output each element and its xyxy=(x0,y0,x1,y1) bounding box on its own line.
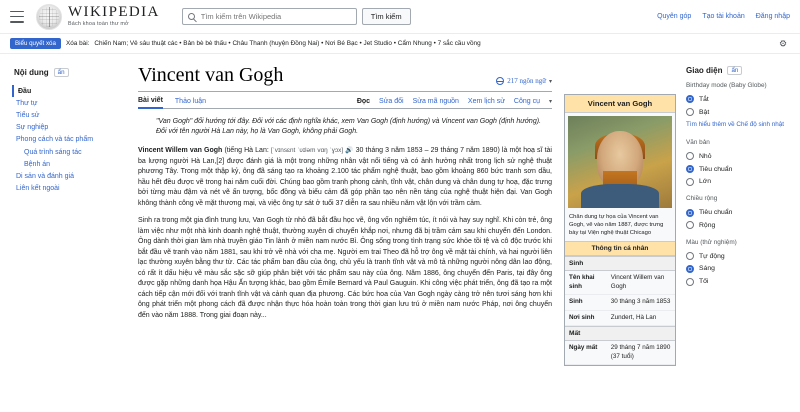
wordmark-title: WIKIPEDIA xyxy=(68,4,160,21)
deletion-notice-items[interactable]: Chiến Nam; Vẻ sâu thuật các • Bản bè bè thấu • Châu Thanh (huyện Đồng Nai) • Nơi Bé Bạc • Jet Studio • Cẩm Nhung • 7 sắc cầu vồng xyxy=(94,40,481,47)
toc-list xyxy=(14,85,120,195)
search-box[interactable] xyxy=(182,8,357,25)
infobox-section-birth: Sinh xyxy=(565,256,675,271)
width-option-standard[interactable] xyxy=(686,206,790,219)
infobox-row-death-date xyxy=(565,341,675,365)
toc-item-dau[interactable]: Đầu xyxy=(12,85,120,97)
appearance-group-label-color: Màu (thử nghiệm) xyxy=(686,238,737,246)
appearance-group-label-width: Chiều rộng xyxy=(686,195,718,203)
radio-icon[interactable] xyxy=(686,221,694,229)
learn-more-label: Tìm hiểu thêm về Chế độ sinh nhật xyxy=(686,120,785,128)
infobox-key: Sinh xyxy=(569,298,583,306)
infobox-value: Zundert, Hà Lan xyxy=(610,313,657,321)
lead-subject-name: Vincent Willem van Gogh xyxy=(138,147,223,155)
language-selector[interactable] xyxy=(496,77,552,85)
appearance-hide-button[interactable]: ẩn xyxy=(727,66,742,75)
infobox-row-birth-date xyxy=(565,295,675,311)
tab-history[interactable]: Xem lịch sử xyxy=(467,97,505,105)
hatnote-line-2: Đối với tên người Hà Lan này, họ là Van Gogh, không phải Gogh. xyxy=(156,128,359,136)
tab-talk[interactable]: Thảo luận xyxy=(174,97,207,105)
radio-icon[interactable] xyxy=(686,165,694,173)
toc-item-thu-tu[interactable]: Thư tự xyxy=(16,99,38,107)
create-account-link[interactable]: Tạo tài khoản xyxy=(702,13,745,20)
infobox-row-birth-name xyxy=(565,271,675,295)
toc-sidebar xyxy=(0,54,128,412)
appearance-header xyxy=(686,66,790,75)
tools-chevron-down-icon: ▾ xyxy=(548,98,552,105)
infobox-section-death: Mất xyxy=(565,326,675,341)
lead-paragraph-text: 30 tháng 3 năm 1853 – 29 tháng 7 năm 1890) là một hoạ sĩ tài ba lượng người Hà Lan,[2] được đánh giá là một trong những nhân vật nổi tiếng và có ảnh hưởng nhất trong lịch sử nghệ thuật phương Tây. Trong một thập kỷ, ông đã sáng tạo ra khoảng 2.100 tác phẩm nghệ thuật, bao gồm khoảng 860 bức tranh sơn dầu, hầu hết đều được vẽ trong hai năm cuối đời. Chúng bao gồm tranh phong cảnh, tĩnh vật, chân dung và chân dung tự hoạ, đặc trưng bởi từng màu đậm và nét vẽ ấn tượng, bốc đồng và biểu cảm đã góp phần tạo nên nền tảng của nghệ thuật hiện đại. Van Gogh không thành công về mặt thương mại, và việc ông tự sát ở tuổi 37 diễn ra sau nhiều năm vật lộn với trầm cảm. xyxy=(138,147,552,207)
tab-article[interactable]: Bài viết xyxy=(138,97,163,109)
color-option-light[interactable] xyxy=(686,263,790,276)
search-area xyxy=(182,8,411,25)
login-link[interactable]: Đăng nhập xyxy=(755,13,790,20)
text-size-option-large[interactable] xyxy=(686,175,790,188)
toc-item-tieu-su[interactable]: Tiểu sử xyxy=(16,111,40,119)
language-globe-icon xyxy=(496,77,504,85)
toc-item-su-nghiep[interactable]: Sự nghiệp xyxy=(16,124,49,132)
option-label: Sáng xyxy=(699,265,715,273)
infobox xyxy=(564,94,676,366)
toc-title: Nội dung xyxy=(14,68,49,77)
hatnote xyxy=(156,117,552,137)
lead-paragraph xyxy=(138,146,552,209)
birthday-mode-option-on[interactable] xyxy=(686,106,790,119)
deletion-notice-prefix: Xóa bài: xyxy=(65,40,90,47)
wikipedia-wordmark[interactable] xyxy=(68,5,160,27)
color-option-auto[interactable] xyxy=(686,250,790,263)
toc-item-qua-trinh-sang-tac[interactable]: Quá trình sáng tác xyxy=(24,148,82,156)
hatnote-line-1: "Van Gogh" đổi hướng tới đây. Đối với các định nghĩa khác, xem Van Gogh (định hướng) và Vincent van Gogh (định hướng). xyxy=(156,118,541,125)
radio-icon[interactable] xyxy=(686,252,694,260)
search-input[interactable] xyxy=(199,11,351,22)
chevron-down-icon: ▾ xyxy=(548,78,552,85)
text-size-option-small[interactable] xyxy=(686,150,790,163)
body-paragraph-2: Sinh ra trong một gia đình trung lưu, Van Gogh từ nhỏ đã bắt đầu học vẽ, ông vốn nghiêm túc, ít nói và hay suy nghĩ. Khi còn trẻ, ông làm việc như một nhà kinh doanh nghệ thuật, thường xuyên di chuyển khắp nơi, nhưng đã bị trầm cảm sau khi chuyển đến London. Ông dành thời gian làm nhà truyền giáo Tin lành ở miền nam nước Bỉ. Ông sống trong tình trạng sức khỏe tồi tệ và cô độc trước khi bắt đầu vẽ tranh vào năm 1881, sau khi trở về nhà với cha mẹ. Người em trai Theo đã hỗ trợ ông về mặt tài chính, và hai người liên lạc thường xuyên bằng thư từ. Các tác phẩm ban đầu của ông, chủ yếu là tranh tĩnh vật và mô tả những người nông dân lao động, có rất ít dấu hiệu vẽ màu sắc sặc sỡ giúp phân biệt với tác phẩm sau này của ông. Năm 1886, ông chuyển đến Paris, tại đây ông được gặp những danh họa Hậu Ấn tượng khác, bao gồm Émile Bernard và Paul Gauguin. Khi công việc phát triển, ông đã tạo ra một cách tiếp cận mới đối với tranh tĩnh vật và cảnh quan địa phương. Các bức hoa của Van Gogh ngày càng trở nên tươi sáng hơn khi ông phát triển một phong cách đã được nhận thực hóa hoàn toàn trong thời gian lưu trú ở miền nam nước Pháp, nơi ông chuyển đến vào năm 1888. Trong giai đoạn này... xyxy=(138,217,552,319)
appearance-panel xyxy=(682,54,800,412)
main-menu-icon[interactable] xyxy=(10,11,24,23)
tab-read[interactable]: Đọc xyxy=(356,97,371,105)
option-label: Tiêu chuẩn xyxy=(699,209,733,217)
appearance-title: Giao diện xyxy=(686,66,723,75)
tab-tools[interactable]: Công cụ xyxy=(513,97,540,105)
infobox-caption: Chân dung tự họa của Vincent van Gogh, vẽ vào năm 1887, được trưng bày tại Viện nghệ thuật Chicago xyxy=(569,214,664,237)
gear-icon[interactable] xyxy=(779,39,788,48)
option-label: Tối xyxy=(699,278,709,286)
infobox-key: Tên khai sinh xyxy=(569,274,595,290)
appearance-group-label-birthday: Birthday mode (Baby Globe) xyxy=(686,82,767,89)
text-size-option-standard[interactable] xyxy=(686,163,790,176)
lead-native-label: (tiếng Hà Lan: xyxy=(224,147,269,155)
toc-item-lien-ket-ngoai[interactable]: Liên kết ngoài xyxy=(16,185,60,193)
page-body xyxy=(0,54,800,412)
radio-icon[interactable] xyxy=(686,178,694,186)
language-count-label: 217 ngôn ngữ xyxy=(507,77,546,85)
audio-speaker-icon[interactable]: 🔊 xyxy=(345,147,354,155)
wikipedia-globe-logo[interactable] xyxy=(36,4,62,30)
portrait-coat xyxy=(581,184,659,208)
infobox-key: Nơi sinh xyxy=(569,313,595,321)
article-action-tabs xyxy=(357,98,552,105)
wordmark-subtitle: Bách khoa toàn thư mở xyxy=(68,21,129,28)
toc-header xyxy=(14,68,120,77)
header-links xyxy=(657,13,790,20)
radio-icon[interactable] xyxy=(686,95,694,103)
birthday-mode-learn-more-link[interactable] xyxy=(686,119,790,132)
tab-edit-source[interactable]: Sửa mã nguồn xyxy=(412,97,459,105)
infobox-row-birth-place xyxy=(565,311,675,327)
van-gogh-self-portrait-image[interactable] xyxy=(568,116,672,208)
radio-icon[interactable] xyxy=(686,209,694,217)
radio-icon[interactable] xyxy=(686,265,694,273)
color-option-dark[interactable] xyxy=(686,275,790,288)
option-label: Lớn xyxy=(699,178,712,186)
page-title-text: Vincent van Gogh xyxy=(138,64,284,86)
lead-ipa: [ˈvɪnsɛnt ˈʋɪləm vɑŋ ˈɣɔx] xyxy=(270,147,344,155)
option-label: Rộng xyxy=(699,221,716,229)
infobox-title: Vincent van Gogh xyxy=(565,95,675,113)
infobox-column xyxy=(564,54,682,412)
radio-icon[interactable] xyxy=(686,108,694,116)
infobox-value: 29 tháng 7 năm 1890 (37 tuổi) xyxy=(610,344,671,360)
deletion-badge[interactable]: Biểu quyết xóa xyxy=(10,38,61,49)
radio-icon[interactable] xyxy=(686,278,694,286)
infobox-section-personal: Thông tin cá nhân xyxy=(565,241,675,256)
deletion-notice-bar xyxy=(0,34,800,54)
option-label: Nhỏ xyxy=(699,152,712,160)
page-title xyxy=(138,64,552,92)
tab-edit[interactable]: Sửa đổi xyxy=(379,97,404,105)
infobox-key: Ngày mất xyxy=(569,344,598,352)
infobox-value: 30 tháng 3 năm 1853 xyxy=(610,298,671,306)
infobox-value: Vincent Willem van Gogh xyxy=(610,274,665,290)
toc-item-benh-an[interactable]: Bệnh án xyxy=(24,160,51,168)
birthday-mode-option-off[interactable] xyxy=(686,93,790,106)
toc-hide-button[interactable]: ẩn xyxy=(54,68,69,77)
option-label: Bật xyxy=(699,108,710,116)
toc-item-di-san[interactable]: Di sản và đánh giá xyxy=(16,172,74,180)
width-option-wide[interactable] xyxy=(686,219,790,232)
appearance-group-label-text: Văn bản xyxy=(686,138,710,146)
article-tabs xyxy=(138,97,552,109)
option-label: Tiêu chuẩn xyxy=(699,165,733,173)
article-content xyxy=(128,54,564,412)
site-header xyxy=(0,0,800,34)
radio-icon[interactable] xyxy=(686,152,694,160)
search-button[interactable]: Tìm kiếm xyxy=(362,8,411,25)
donate-link[interactable]: Quyên góp xyxy=(657,13,692,20)
toc-item-phong-cach[interactable]: Phong cách và tác phẩm xyxy=(16,136,94,144)
search-icon xyxy=(188,13,195,20)
option-label: Tắt xyxy=(699,95,709,103)
option-label: Tự động xyxy=(699,252,725,260)
